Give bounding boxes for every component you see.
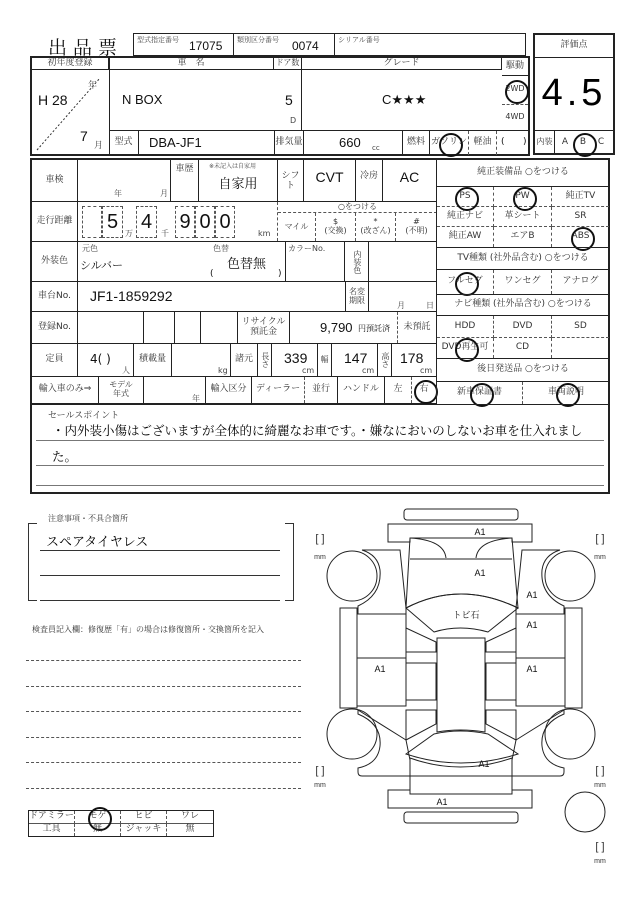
orig-color-label: 元色 <box>82 244 98 253</box>
width: 147 <box>344 350 368 366</box>
tread-spare-bracket: [ ] <box>595 841 605 853</box>
doors-label: ドア数 <box>274 58 302 70</box>
damage-front-bumper: A1 <box>474 527 486 537</box>
grade-label: グレード <box>302 58 502 70</box>
capacity-unit: 人 <box>122 366 130 375</box>
repaint-label: 色替 <box>213 244 229 253</box>
length-unit: cm <box>302 366 315 375</box>
capacity: 4( ) <box>90 352 111 366</box>
later-manual-selected: 車両説明 <box>523 382 609 404</box>
mileage-digit-10: 0 <box>195 206 215 238</box>
tv-type-header: TV種類 (社外品含む) ○をつける <box>437 247 609 270</box>
mirror-broken-ware: ワレ <box>167 811 213 824</box>
fuel-diesel: 軽油 <box>469 131 497 155</box>
capacity-label: 定員 <box>32 344 78 376</box>
mileage-mark-note: ○をつける <box>278 202 437 213</box>
import-only-label: 輸入車のみ⇒ <box>32 377 99 403</box>
reg-label: 登録No. <box>32 312 78 343</box>
name-change-day: 日 <box>426 301 434 310</box>
tools-label: 工具 <box>29 824 75 836</box>
inspector-label: 検査員記入欄：修復歴「有」の場合は修復箇所・交換箇所を記入 <box>32 625 264 634</box>
mileage-option-tampered: * (改ざん) <box>356 213 396 241</box>
doors: 5 <box>285 92 293 108</box>
type-no-label: 型式指定番号 <box>137 36 179 44</box>
sales-point-line-2: た。 <box>52 449 78 464</box>
jack-value: 無 <box>185 824 195 835</box>
left-front-door <box>357 614 406 658</box>
header-ids <box>133 33 526 56</box>
repaint: 色替無 <box>227 257 267 272</box>
spec-label: 諸元 <box>230 344 258 376</box>
class-no-label: 類別区分番号 <box>237 36 279 44</box>
rear-bumper-bottom <box>404 812 518 823</box>
month-unit: 月 <box>94 141 104 151</box>
damage-right-front-fender: A1 <box>526 590 538 600</box>
tire-rear-left <box>327 709 377 759</box>
color-label: 外装色 <box>32 242 78 281</box>
recycle-not-deposited: 未預託 <box>397 312 436 343</box>
model-year-unit: 年 <box>192 394 200 403</box>
equip-leather-seat: 革シート <box>494 207 552 227</box>
history-label: 車歴 <box>170 160 199 201</box>
model-label: 型式 <box>109 131 139 155</box>
equip-ps-selected: PS <box>437 187 494 207</box>
door-mirror-label: ドアミラー <box>29 811 75 824</box>
mileage-digit-1: 0 <box>215 206 235 238</box>
sales-point-label: セールスポイント <box>48 411 120 421</box>
handle-label: ハンドル <box>338 377 385 403</box>
tread-rl-bracket: [ ] <box>315 765 325 777</box>
interior-color-label: 内装色 <box>345 242 369 281</box>
car-damage-diagram <box>300 500 630 880</box>
history-note: ※未記入は自家用 <box>209 163 257 170</box>
drive-2wd-selected: 2WD <box>502 76 528 103</box>
tv-analog: アナログ <box>562 276 599 287</box>
right-rear-fender <box>512 710 564 776</box>
roof <box>437 638 485 732</box>
navi-dvd-playable-selected: DVD再生可 <box>437 338 494 358</box>
model: DBA-JF1 <box>149 135 202 150</box>
right-rear-door <box>516 658 565 706</box>
equip-sunroof: SR <box>552 207 609 227</box>
notes-label: 注意事項・不具合箇所 <box>48 514 128 523</box>
fuel-other-open: ( <box>501 137 505 147</box>
height: 178 <box>400 350 424 366</box>
drive-label: 駆動 <box>502 58 528 76</box>
ac: AC <box>399 169 420 185</box>
car-name: N BOX <box>122 92 163 107</box>
tread-fr-mm: mm <box>594 554 606 561</box>
tread-fr-bracket: [ ] <box>595 533 605 545</box>
navi-hdd: HDD <box>437 316 494 338</box>
length: 339 <box>284 350 308 366</box>
right-sill <box>565 608 582 708</box>
handle-right-selected: 右 <box>412 377 436 403</box>
mirror-moge-selected: モゲ <box>75 811 121 824</box>
load-label: 積載量 <box>133 344 172 376</box>
interior-b-selected: B <box>575 131 591 154</box>
shift-label: シフト <box>277 160 304 201</box>
tire-rear-right <box>545 709 595 759</box>
tread-fl-mm: mm <box>314 554 326 561</box>
history: 自家用 <box>218 176 258 192</box>
left-rear-fender <box>358 710 410 776</box>
equip-genuine-tv: 純正TV <box>552 187 609 207</box>
fuel-other-close: ) <box>523 137 527 147</box>
score-value: 4.5 <box>541 72 607 115</box>
first-reg-label: 初年度登録 <box>32 58 109 70</box>
equip-airbag: エアB <box>494 227 552 247</box>
height-unit: cm <box>420 366 433 375</box>
tread-rl-mm: mm <box>314 782 326 789</box>
mileage-option-unknown: # (不明) <box>405 217 428 235</box>
type-no: 17075 <box>189 39 223 53</box>
spare-tire <box>565 792 605 832</box>
damage-rear-bumper: A1 <box>436 797 448 807</box>
navi-sd: SD <box>552 316 609 338</box>
mileage-digit-10k: 5 <box>102 206 123 238</box>
navi-type-header: ナビ種類 (社外品含む) ○をつける <box>437 294 609 316</box>
doors-unit: D <box>290 116 297 125</box>
handle-left: 左 <box>385 377 412 403</box>
mileage-option-exchanged: $ (交換) <box>316 213 356 241</box>
left-front-fender <box>358 550 406 614</box>
front-bumper-top <box>404 509 518 520</box>
year-unit: 年 <box>88 81 98 91</box>
mileage-digit-100: 9 <box>175 206 195 238</box>
equipment-header: 純正装備品 ○をつける <box>437 160 609 187</box>
tools-value: 無 <box>75 824 121 836</box>
details-block <box>30 158 610 494</box>
equip-genuine-aw: 純正AW <box>437 227 494 247</box>
ac-label: 冷房 <box>355 160 383 201</box>
sales-point-line-1: ・内外装小傷はございますが全体的に綺麗なお車です。・嫌なにおいのしないお車を仕入れまし <box>52 423 583 438</box>
grade: C★★★ <box>382 92 427 107</box>
form-title: 出品票 <box>48 37 124 59</box>
fuel-gasoline-selected: ガソリン <box>430 131 469 155</box>
shift: CVT <box>315 169 344 185</box>
tv-fullseg-selected: フルセグ <box>437 270 494 294</box>
length-label: 長さ <box>258 344 272 376</box>
mileage-man-unit: 万 <box>125 229 133 238</box>
model-year-label: モデル年式 <box>99 377 144 403</box>
interior-a: A <box>561 136 569 147</box>
recycle-amount: 9,790 <box>320 320 353 335</box>
mirror-crack-hibi: ヒビ <box>121 811 167 824</box>
class-no: 0074 <box>292 39 319 53</box>
import-parallel: 並行 <box>305 377 338 403</box>
first-reg-year: H 28 <box>38 92 68 108</box>
rear-bumper <box>388 790 532 808</box>
later-warranty-selected: 新車保証書 <box>437 382 523 404</box>
notes-text: スペアタイヤレス <box>46 535 149 550</box>
displacement-unit: cc <box>372 144 380 152</box>
damage-left-rear-door: A1 <box>374 664 386 674</box>
chassis-label: 車台No. <box>32 282 78 311</box>
width-unit: cm <box>362 366 375 375</box>
car-name-label: 車 名 <box>109 58 274 70</box>
inspection-label: 車検 <box>32 160 78 201</box>
fuel-label: 燃料 <box>402 131 430 155</box>
damage-trunk: A1 <box>478 759 490 769</box>
tire-front-right <box>545 551 595 601</box>
import-dealer: ディーラー <box>252 377 305 403</box>
score-label: 評価点 <box>535 35 613 58</box>
orig-color: シルバー <box>80 259 123 272</box>
first-reg-month: 7 <box>80 128 88 144</box>
repaint-paren-close: ) <box>278 269 282 279</box>
left-sill <box>340 608 357 708</box>
inspection-month-unit: 月 <box>160 189 168 198</box>
tread-spare-mm: mm <box>594 858 606 865</box>
tv-oneseg: ワンセグ <box>494 270 552 294</box>
mileage-option-mile: マイル <box>278 213 316 241</box>
inspection-year-unit: 年 <box>114 189 122 198</box>
import-type-label: 輸入区分 <box>205 377 252 403</box>
name-change-month: 月 <box>397 301 405 310</box>
navi-cd: CD <box>494 338 552 358</box>
chassis-number: JF1-1859292 <box>90 288 173 304</box>
mileage-sen-unit: 千 <box>161 229 169 238</box>
displacement: 660 <box>339 135 361 150</box>
mileage-digit-1k: 4 <box>136 206 157 238</box>
damage-windshield: トビ石 <box>452 610 480 620</box>
repaint-paren-open: ( <box>210 269 214 279</box>
tread-rr-mm: mm <box>594 782 606 789</box>
tread-fl-bracket: [ ] <box>315 533 325 545</box>
width-label: 幅 <box>317 344 332 376</box>
damage-right-front-door: A1 <box>526 620 538 630</box>
equip-genuine-navi: 純正ナビ <box>437 207 494 227</box>
drive-4wd: 4WD <box>502 104 528 130</box>
mirror-tool-table <box>28 810 214 837</box>
name-change-label: 名変期限 <box>345 282 369 311</box>
recycle-label: リサイクル預託金 <box>238 312 290 343</box>
tire-front-left <box>327 551 377 601</box>
right-front-door <box>516 614 565 658</box>
rear-window <box>406 731 518 763</box>
recycle-deposited: 円預託済 <box>358 324 390 333</box>
vehicle-block <box>30 56 530 156</box>
interior-c: C <box>597 136 605 147</box>
equip-pw-selected: PW <box>494 187 552 207</box>
mileage-km-unit: km <box>258 229 271 238</box>
navi-dvd: DVD <box>494 316 552 338</box>
damage-right-rear-door: A1 <box>526 664 538 674</box>
serial-label: シリアル番号 <box>338 36 380 44</box>
color-no-label: カラーNo. <box>288 244 326 253</box>
jack-label: ジャッキ <box>121 824 167 836</box>
interior-score-label: 内装 <box>535 131 555 154</box>
later-shipment-header: 後日発送品 ○をつける <box>437 358 609 382</box>
tread-rr-bracket: [ ] <box>595 765 605 777</box>
displacement-label: 排気量 <box>274 131 304 155</box>
mileage-label: 走行距離 <box>32 202 78 241</box>
load-unit: kg <box>218 366 228 375</box>
hood <box>406 538 518 608</box>
height-label: 高さ <box>377 344 392 376</box>
damage-hood: A1 <box>474 568 486 578</box>
score-box <box>533 33 615 155</box>
equip-abs-selected: ABS <box>552 227 609 247</box>
right-front-fender <box>516 550 564 614</box>
